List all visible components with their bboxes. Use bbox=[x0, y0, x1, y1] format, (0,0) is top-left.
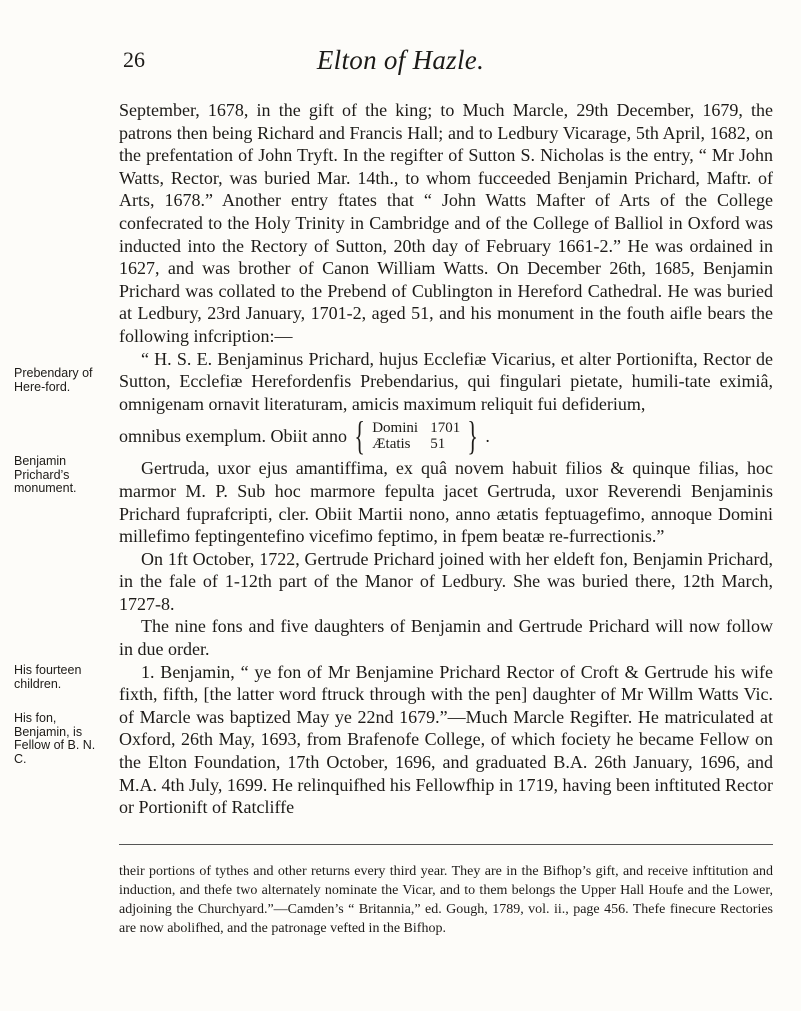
paragraph: The nine fons and five daughters of Benjamin and Gertrude Prichard will now follow in due order. bbox=[119, 616, 773, 660]
page-number: 26 bbox=[123, 47, 145, 72]
paragraph: On 1ft October, 1722, Gertrude Prichard joined with her eldeft fon, Benjamin Prichard, in the fale of 1-12th part of the Manor of Ledbury. She was buried there, 12th March, 1727-8. bbox=[119, 548, 773, 614]
formula-number: 1701 bbox=[430, 420, 461, 437]
body-text bbox=[119, 99, 773, 819]
inscription-paragraph: “ H. S. E. Benjaminus Prichard, hujus Ecclefiæ Vicarius, et alter Portionifta, Rector de Sutton, Ecclefiæ Herefordenfis Prebendarius, qui fingulari pietate, humili-tate eximiâ, omnigenam ornavit literaturam, amicis maximum reliquit fui defiderium, bbox=[119, 348, 773, 414]
margin-note-prebendary: Prebendary of Here-ford. bbox=[14, 366, 93, 394]
formula-tail: . bbox=[485, 426, 490, 447]
page-header bbox=[0, 47, 801, 77]
formula-word: Ætatis bbox=[372, 436, 411, 453]
paragraph: 1. Benjamin, “ ye fon of Mr Benjamine Prichard Rector of Croft & Gertrude his wife fixth, fifth, [the latter word ftruck through with the pen] daughter of Mr Willm Watts Vic. of Marcle was baptized May ye 22nd 1679.”—Much Marcle Regifter. He matriculated at Oxford, 26th May, 1693, from Brafenofe College, of which fociety he became Fellow on the Elton Foundation, 17th October, 1696, and graduated B.A. 26th January, 1696, and M.A. 4th July, 1699. He relinquifhed his Fellowfhip in 1719, having been inftituted Rector or Portionift of Ratcliffe bbox=[119, 661, 773, 818]
paragraph: Gertruda, uxor ejus amantiffima, ex quâ novem habuit filios & quinque filias, hoc marmor M. P. Sub hoc marmore fepulta jacet Gertruda, uxor Reverendi Benjaminis Prichard fuprafcripti, cler. Obiit Martii nono, anno ætatis feptuagefimo, annoque Domini millefimo feptingentefino vicefimo feptimo, in fpem beatæ re-furrectionis.” bbox=[119, 458, 773, 547]
running-title: Elton of Hazle. bbox=[316, 45, 485, 75]
footnote: their portions of tythes and other returns every third year. They are in the Bifhop’s gift, and receive inftitution and induction, and thefe two alternately nominate the Vicar, and to them belongs the Upper Hall Houfe and the Lower, adjoining the Churchyard.”—Camden’s “ Britannia,” ed. Gough, 1789, vol. ii., page 456. Thefe finecure Rectories are now abolifhed, and the patronage vefted in the Bifhop. bbox=[119, 864, 773, 936]
formula-number: 51 bbox=[430, 436, 446, 453]
margin-note-monument: Benjamin Prichard’s monument. bbox=[14, 454, 77, 495]
paragraph: September, 1678, in the gift of the king; to Much Marcle, 29th December, 1679, the patrons then being Richard and Francis Hall; and to Ledbury Vicarage, 5th April, 1682, on the prefentation of John Tryft. In the regifter of Sutton S. Nicholas is the entry, “ Mr John Watts, Rector, was buried Mar. 14th., to whom fucceeded Benjamin Prichard, Maftr. of Arts, 1678.” Another entry ftates that “ John Watts Mafter of Arts of the College confecrated to the Holy Trinity in Cambridge and of the College of Balliol in Oxford was inducted into the Rectory of Sutton, 20th day of February 1661-2.” He was ordained in 1627, and was brother of Canon William Watts. On December 26th, 1685, Benjamin Prichard was collated to the Prebend of Cublington in Hereford Cathedral. He was buried at Ledbury, 23rd January, 1701-2, aged 51, and his monument in the fouth aifle bears the following infcription:— bbox=[119, 100, 773, 346]
right-brace-icon: } bbox=[467, 413, 479, 459]
formula-word: Domini bbox=[372, 420, 419, 437]
margin-note-son: His fon, Benjamin, is Fellow of B. N. C. bbox=[14, 711, 96, 766]
formula-lead: omnibus exemplum. Obiit anno bbox=[119, 426, 347, 447]
footnote-divider bbox=[119, 844, 773, 845]
left-brace-icon: { bbox=[354, 413, 365, 459]
inscription-formula bbox=[119, 413, 773, 459]
margin-note-children: His fourteen children. bbox=[14, 663, 82, 691]
formula-stack bbox=[372, 420, 460, 452]
